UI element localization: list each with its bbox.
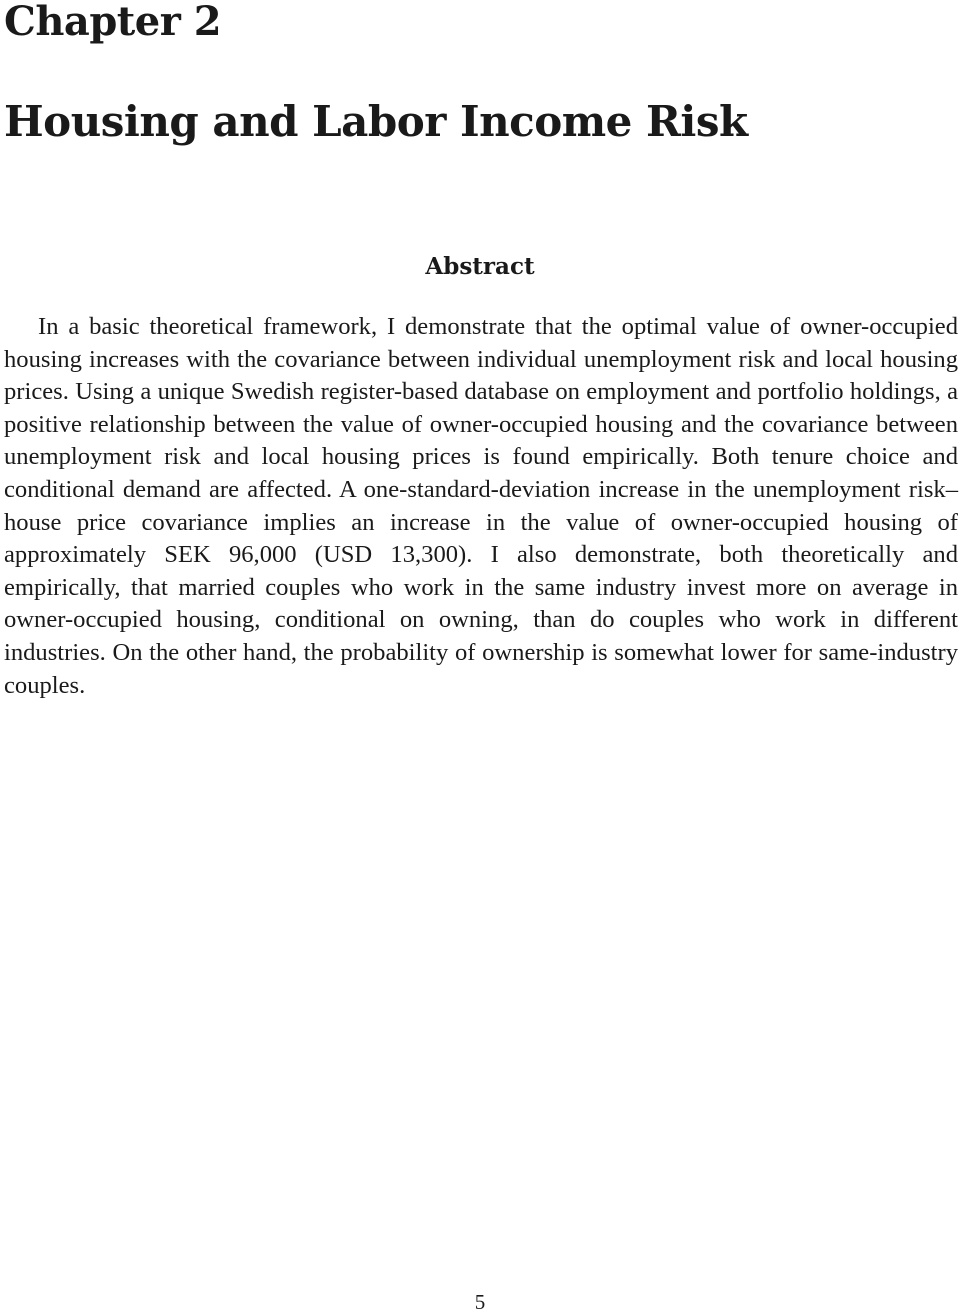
abstract-body: In a basic theoretical framework, I demonstrate that the optimal value of owner-occupied housing increases with the covariance between individual unemployment risk and local housing prices. Using a unique Swedish register-based database on employment and portfolio holdings, a positive relationship between the value of owner-occupied housing and the covariance between unemployment risk and local housing prices is found empirically. Both tenure choice and conditional demand are affected. A one-standard-deviation increase in the unemployment risk–house price covariance implies an increase in the value of owner-occupied housing of approximately SEK 96,000 (USD 13,300). I also demonstrate, both theoretically and empirically, that married couples who work in the same industry invest more on average in owner-occupied housing, conditional on owning, than do couples who work in different industries. On the other hand, the probability of ownership is somewhat lower for same-industry couples. xyxy=(4,313,958,699)
chapter-label: Chapter 2 xyxy=(4,0,222,45)
page-number: 5 xyxy=(474,1290,486,1314)
chapter-title: Housing and Labor Income Risk xyxy=(4,97,748,146)
abstract-heading: Abstract xyxy=(425,253,535,280)
